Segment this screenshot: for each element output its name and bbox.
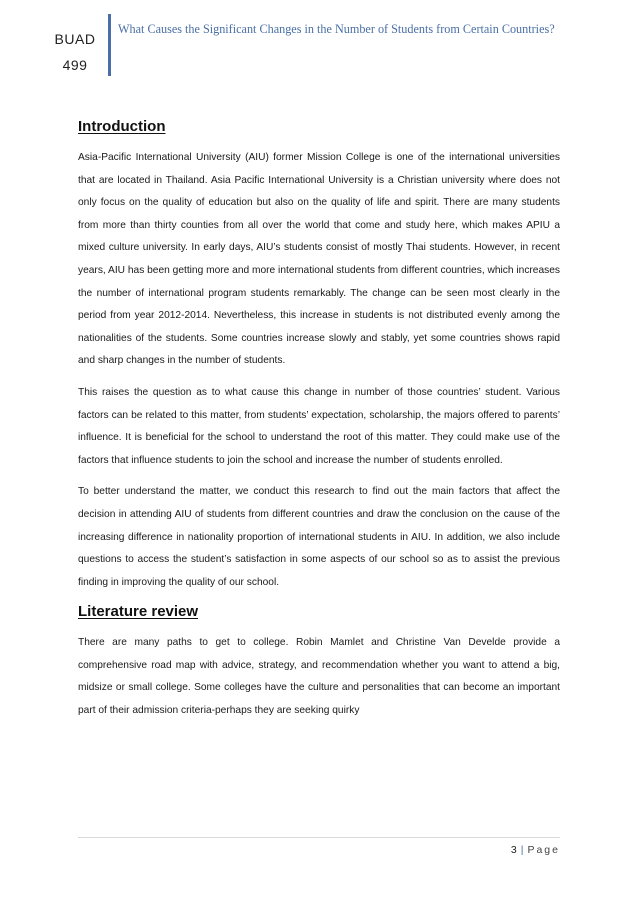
introduction-heading: Introduction	[78, 118, 166, 135]
course-code-line1: BUAD	[54, 31, 96, 47]
document-title: What Causes the Significant Changes in the Number of Students from Certain Countries?	[118, 22, 555, 36]
footer-divider	[78, 837, 560, 838]
course-code	[52, 26, 98, 78]
literature-review-paragraph-1: There are many paths to get to college. Robin Mamlet and Christine Van Develde provide a comprehensive road map with advice, strategy, and recommendation whether you want to attend a big, midsize or small college. Some colleges have the culture and personalities that can become an important part of their admission criteria-perhaps they are seeking quirky	[78, 637, 560, 717]
header-divider	[108, 14, 111, 76]
page-body	[78, 118, 560, 732]
literature-review-heading: Literature review	[78, 603, 199, 621]
footer-separator: |	[520, 844, 524, 856]
introduction-paragraph-1: Asia-Pacific International University (AIU) former Mission College is one of the international universities that are located in Thailand. Asia Pacific International University is a Christian university where does not only focus on the quality of education but also on the quality of life and spirit. There are many students from more than thirty counties from all over the world that come and study here, which makes APIU a mixed culture university. In early days, AIU’s students consist of mostly Thai students. However, in recent years, AIU has been getting more and more international students from different countries, which increases the number of international program students remarkably. The change can be seen most clearly in the period from year 2012-2014. Nevertheless, this increase in students is not distributed evenly among the nationalities of the students. Some countries increase slowly and stably, yet some countries shows rapid and sharp changes in the number of students.	[78, 152, 560, 367]
introduction-paragraph-3: To better understand the matter, we conduct this research to find out the main factors that affect the decision in attending AIU of students from different countries and draw the conclusion on the cause of the increasing difference in nationality proportion of international students in AIU. In addition, we also include questions to access the student’s satisfaction in some aspects of our school so as to assist the previous finding in improving the quality of our school.	[78, 486, 560, 588]
page-label: Page	[527, 844, 560, 856]
page-number: 3	[510, 844, 517, 856]
page-footer	[400, 844, 560, 856]
introduction-paragraph-2: This raises the question as to what cause this change in number of those countries’ student. Various factors can be related to this matter, from students’ expectation, scholarship, the majors offered to parents’ influence. It is beneficial for the school to understand the root of this matter. They could make use of the factors that influence students to join the school and increase the number of students enrolled.	[78, 386, 560, 466]
course-code-line2: 499	[62, 57, 88, 73]
page-header	[0, 0, 638, 80]
